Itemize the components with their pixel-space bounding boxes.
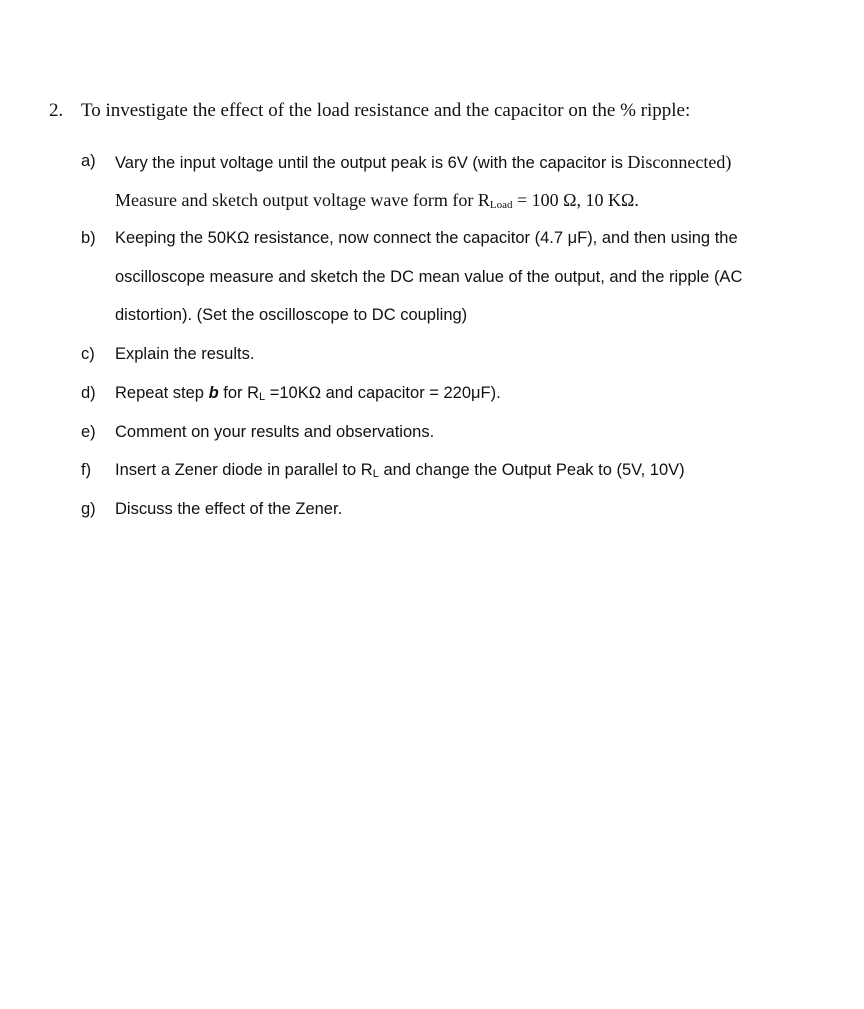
item-b-line1: Keeping the 50KΩ resistance, now connect the capacitor (4.7 μF), and then using the <box>115 229 738 247</box>
item-label-a: a) <box>81 152 96 170</box>
item-f-post: and change the Output Peak to (5V, 10V) <box>378 461 685 479</box>
question-text: To investigate the effect of the load resistance and the capacitor on the % ripple: <box>81 100 691 121</box>
item-label-f: f) <box>81 461 92 479</box>
item-a-line2 <box>115 190 639 211</box>
item-d-pre: Repeat step <box>115 384 209 402</box>
item-b-line3: distortion). (Set the oscilloscope to DC coupling) <box>115 306 468 324</box>
item-g-text: Discuss the effect of the Zener. <box>115 500 343 518</box>
item-b-line2: oscilloscope measure and sketch the DC mean value of the output, and the ripple (AC <box>115 268 743 286</box>
item-a-line1-sans: Vary the input voltage until the output peak is 6V (with the capacitor is <box>115 154 628 172</box>
item-f-sub: L <box>372 468 379 480</box>
item-a-line2-post: = 100 Ω, 10 KΩ. <box>512 190 639 210</box>
item-c-text: Explain the results. <box>115 345 255 363</box>
item-a-line2-sub: Load <box>489 199 513 211</box>
item-f-text <box>115 461 685 480</box>
item-d-post: =10KΩ and capacitor = 220μF). <box>265 384 501 402</box>
item-a-line2-pre: Measure and sketch output voltage wave form for R <box>115 190 490 210</box>
item-d-text <box>115 384 501 403</box>
item-d-sub: L <box>259 391 266 403</box>
item-label-g: g) <box>81 500 96 518</box>
item-d-mid: for R <box>218 384 259 402</box>
item-f-pre: Insert a Zener diode in parallel to R <box>115 461 373 479</box>
item-label-e: e) <box>81 423 96 441</box>
item-e-text: Comment on your results and observations. <box>115 423 435 441</box>
item-a-line1-serif: Disconnected) <box>627 152 732 172</box>
item-label-d: d) <box>81 384 96 402</box>
question-number: 2. <box>49 100 64 121</box>
question-heading <box>49 100 690 122</box>
item-label-c: c) <box>81 345 95 363</box>
item-a-line1 <box>115 152 731 173</box>
item-label-b: b) <box>81 229 96 247</box>
item-d-bold: b <box>208 384 219 402</box>
